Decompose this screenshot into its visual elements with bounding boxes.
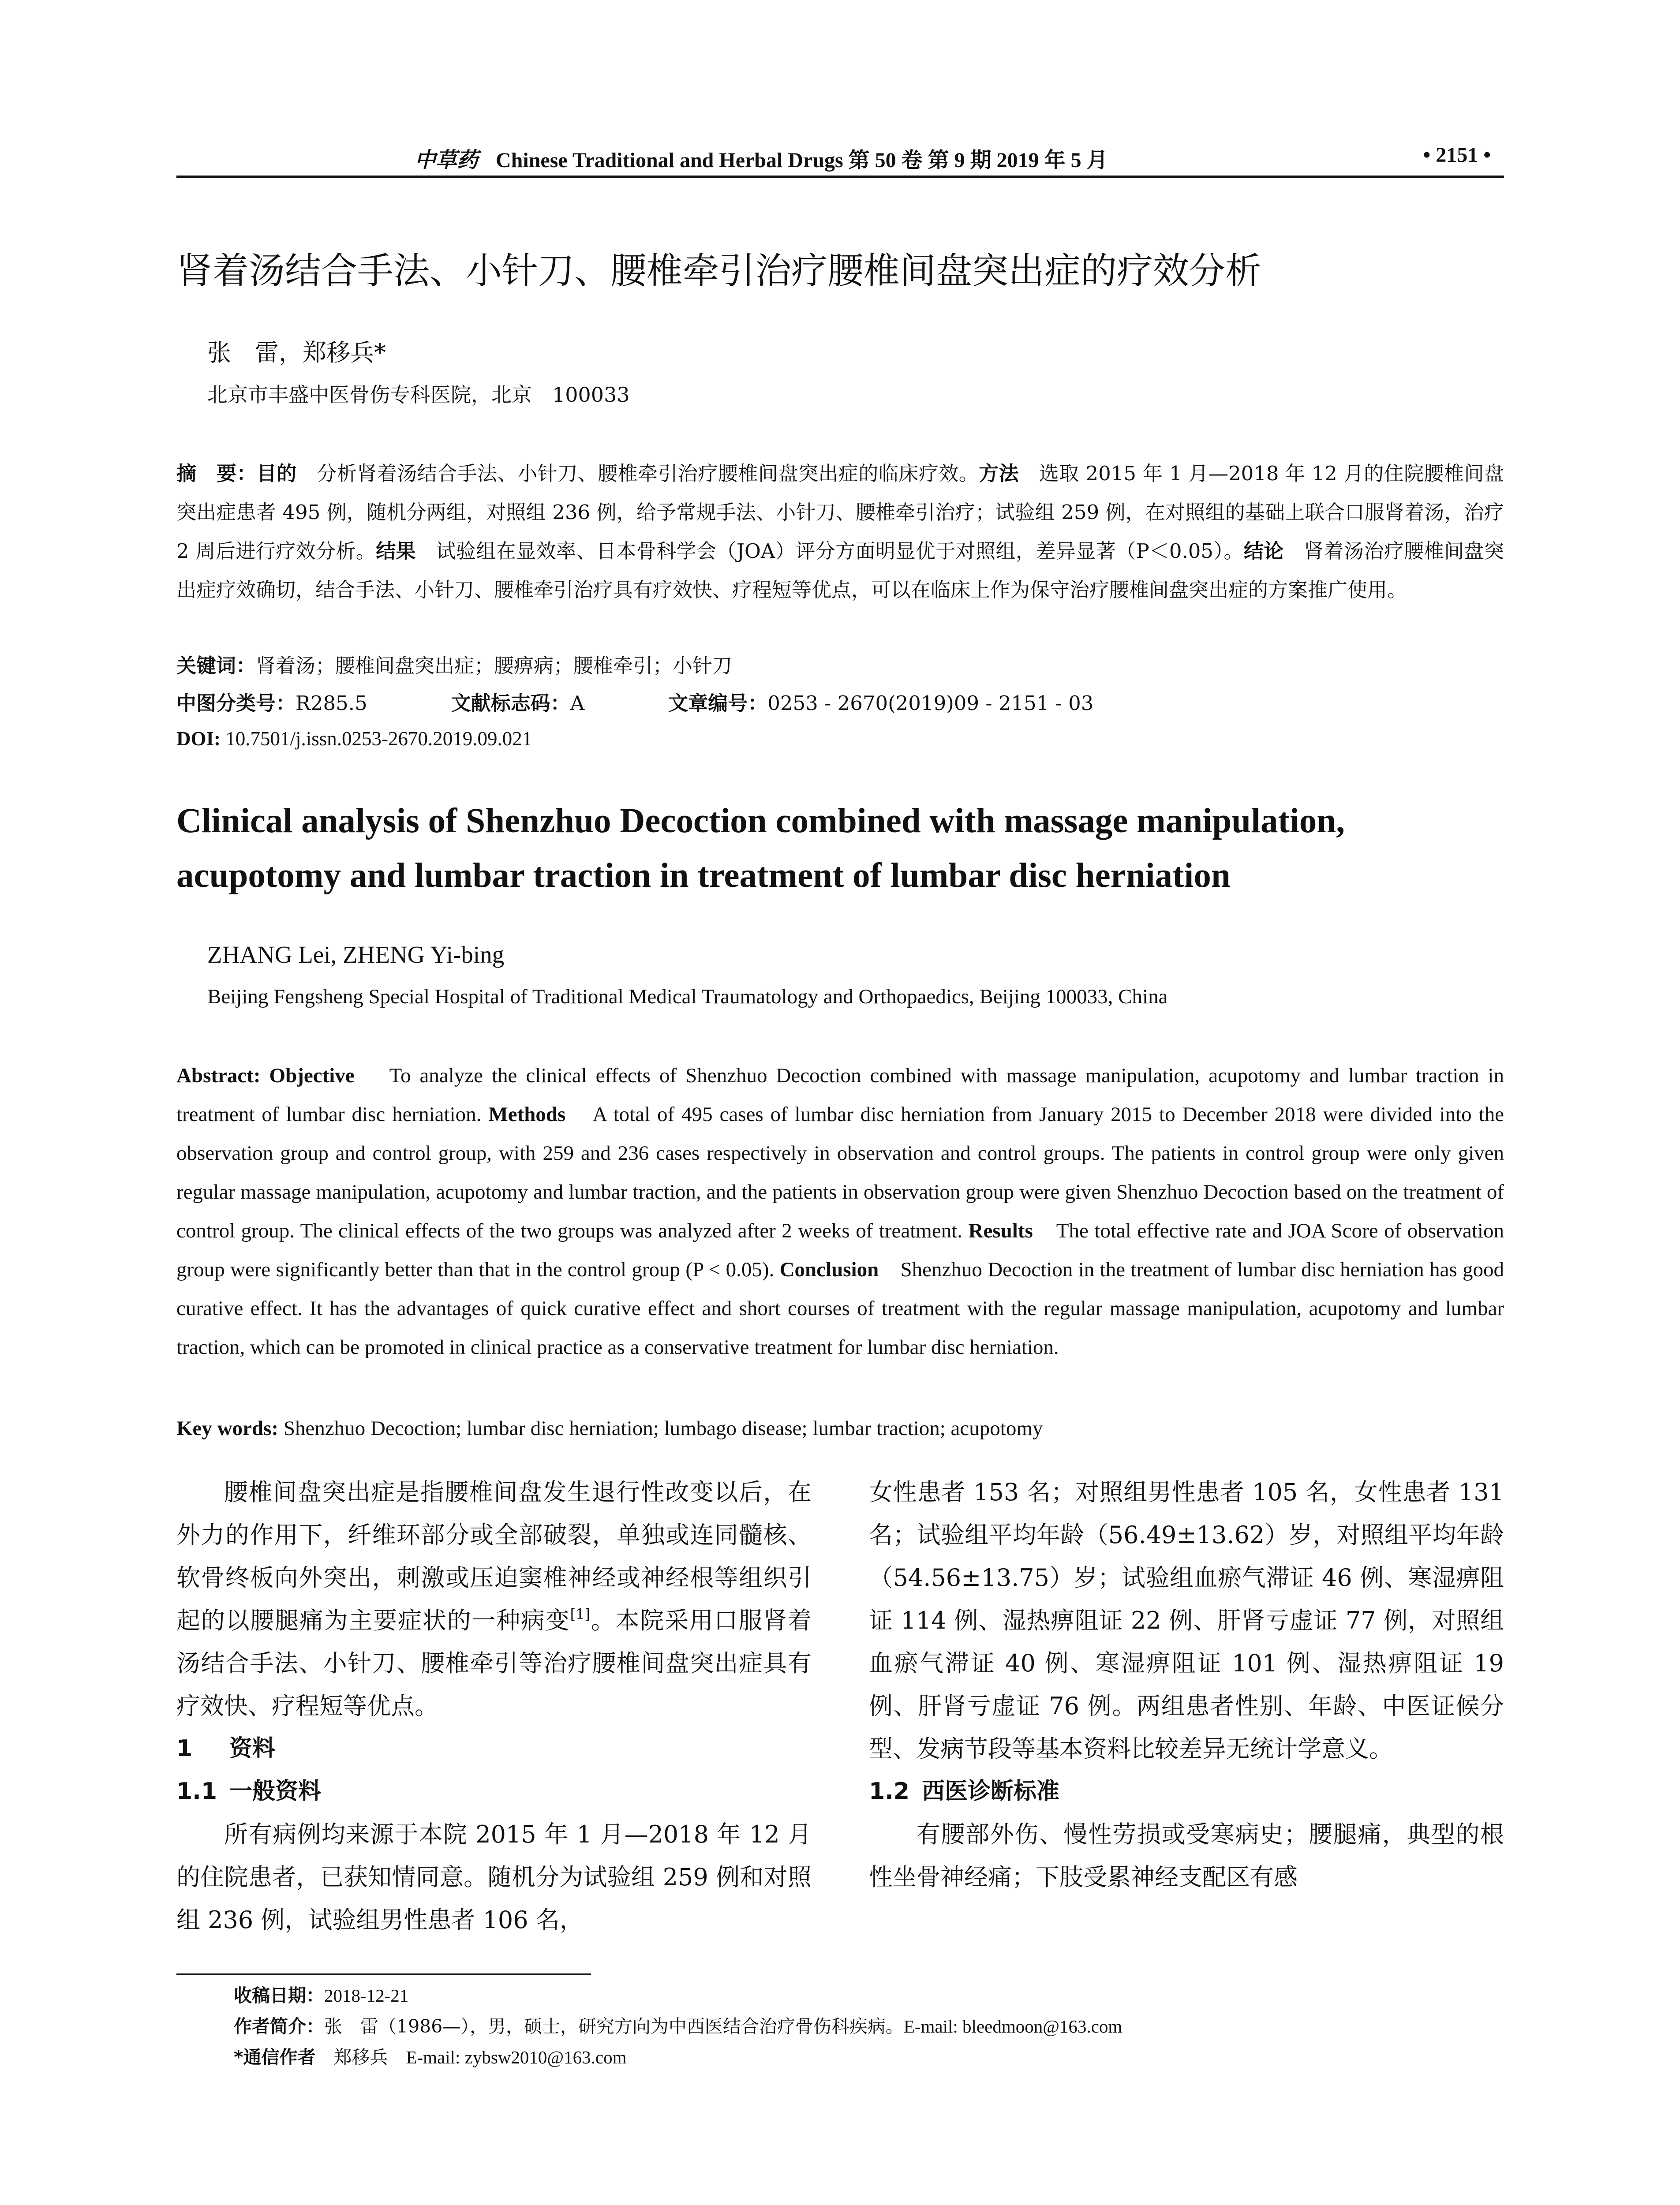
intro-paragraph: [176, 1471, 812, 1727]
doi-value[interactable]: 10.7501/j.issn.0253-2670.2019.09.021: [221, 728, 532, 750]
journal-info: [415, 143, 1108, 173]
running-header: [176, 140, 1504, 178]
en-abstract-label: Abstract:: [176, 1064, 269, 1087]
general-data-paragraph-part1: 所有病例均来源于本院 2015 年 1 月—2018 年 12 月的住院患者，已获知情同意。随机分为试验组 259 例和对照组 236 例，试验组男性患者 106 名，: [176, 1820, 812, 1934]
en-results-text: The total effective rate and JOA Score of observation group were significantly better than that in the control group (P < 0.05).: [176, 1219, 1509, 1281]
classification-line: [176, 686, 1504, 721]
chinese-abstract: [176, 454, 1504, 609]
chinese-title: 肾着汤结合手法、小针刀、腰椎牵引治疗腰椎间盘突出症的疗效分析: [176, 250, 1262, 292]
section-heading-1: [176, 1727, 812, 1770]
received-label: 收稿日期：: [234, 1985, 324, 2006]
doc-code-label: 文献标志码：: [451, 691, 570, 715]
article-no-value: 0253 - 2670(2019)09 - 2151 - 03: [767, 691, 1094, 715]
bio-text: 张 雷（1986—），男，硕士，研究方向为中西医结合治疗骨伤科疾病。: [324, 2016, 904, 2037]
section-title: 一般资料: [229, 1778, 322, 1805]
doc-code-value: A: [570, 691, 585, 715]
general-data-paragraph-part2: 女性患者 153 名；对照组男性患者 105 名，女性患者 131 名；试验组平均年龄（56.49±13.62）岁，对照组平均年龄（54.56±13.75）岁；试验组血瘀气滞证 46 例、寒湿痹阻证 114 例、湿热痹阻证 22 例、肝肾亏虚证 77 例，对照组血瘀气滞证 40 例、寒湿痹阻证 101 例、湿热痹阻证 19 例、肝肾亏虚证 76 例。两组患者性别、年龄、中医证候分型、发病节段等基本资料比较差异无统计学意义。: [869, 1478, 1504, 1763]
keywords-label: 关键词：: [176, 654, 256, 677]
clc-label: 中图分类号：: [176, 691, 296, 715]
en-keywords-text: Shenzhuo Decoction; lumbar disc herniation; lumbago disease; lumbar traction; acupotomy: [278, 1417, 1043, 1440]
intro-text-b: 。本院采用口服肾着汤结合手法、小针刀、腰椎牵引等治疗腰椎间盘突出症具有疗效快、疗程短等优点。: [176, 1607, 812, 1720]
received-value: 2018-12-21: [324, 1985, 409, 2006]
english-title: Clinical analysis of Shenzhuo Decoction combined with massage manipulation, acupotomy and lumbar traction in treatment of lumbar disc herniation: [176, 802, 1345, 895]
body-column-left: [176, 1471, 812, 1941]
journal-issue: Chinese Traditional and Herbal Drugs 第 50 卷 第 9 期 2019 年 5 月: [496, 149, 1108, 172]
results-label: 结果: [376, 539, 416, 563]
chinese-authors: 张 雷，郑移兵*: [207, 339, 386, 366]
english-authors: ZHANG Lei, ZHENG Yi-bing: [207, 941, 505, 968]
en-methods-label: Methods: [488, 1103, 566, 1126]
keywords-text: 肾着汤；腰椎间盘突出症；腰痹病；腰椎牵引；小针刀: [256, 654, 733, 677]
objective-label: 目的: [256, 462, 297, 485]
page-number: • 2151 •: [1423, 143, 1491, 167]
intro-text-a: 腰椎间盘突出症是指腰椎间盘发生退行性改变以后，在外力的作用下，纤维环部分或全部破裂，单独或连同髓核、软骨终板向外突出，刺激或压迫窦椎神经或神经根等组织引起的以腰腿痛为主要症状的一种病变: [176, 1478, 812, 1634]
section-number: 1: [176, 1735, 193, 1762]
methods-text: 选取 2015 年 1 月—2018 年 12 月的住院腰椎间盘突出症患者 495 例，随机分两组，对照组 236 例，给予常规手法、小针刀、腰椎牵引治疗；试验组 259 例，在对照组的基础上联合口服肾着汤，治疗 2 周后进行疗效分析。: [176, 462, 1504, 563]
section-number: 1.1: [176, 1778, 217, 1805]
chinese-keywords: [176, 648, 1504, 684]
author-bio: [234, 2011, 1504, 2042]
clc-value: R285.5: [296, 691, 367, 715]
en-keywords-label: Key words:: [176, 1417, 279, 1440]
english-abstract: [176, 1056, 1509, 1367]
section-title: 西医诊断标准: [922, 1778, 1060, 1805]
bio-email[interactable]: E-mail: bleedmoon@163.com: [903, 2016, 1122, 2037]
section-number: 1.2: [869, 1778, 910, 1805]
journal-logo: 中草药: [415, 148, 479, 172]
section-title: 资料: [229, 1735, 276, 1762]
en-conclusion-label: Conclusion: [779, 1258, 879, 1281]
methods-label: 方法: [979, 462, 1019, 485]
en-objective-label: Objective: [269, 1064, 355, 1087]
en-conclusion-text: Shenzhuo Decoction in the treatment of lumbar disc herniation has good curative effect. It has the advantages of quick curative effect and short courses of treatment with the regular massage manipulation, acupotomy and lumbar traction, which can be promoted in clinical practice as a conservative treatment for lumbar disc herniation.: [176, 1258, 1509, 1359]
english-keywords: [176, 1409, 1504, 1448]
results-text: 试验组在显效率、日本骨科学会（JOA）评分方面明显优于对照组，差异显著（P＜0.05）。: [416, 539, 1244, 563]
corresponding-email[interactable]: E-mail: zybsw2010@163.com: [406, 2047, 627, 2067]
doi-line: [176, 721, 1504, 756]
diagnosis-paragraph: 有腰部外伤、慢性劳损或受寒病史；腰腿痛，典型的根性坐骨神经痛；下肢受累神经支配区有感: [869, 1820, 1504, 1891]
conclusion-label: 结论: [1243, 539, 1284, 563]
bio-label: 作者简介：: [234, 2016, 324, 2037]
footnote-divider: [176, 1973, 591, 1975]
body-column-right: [869, 1471, 1504, 1899]
en-methods-text: A total of 495 cases of lumbar disc herniation from January 2015 to December 2018 were divided into the observation group and control group, with 259 and 236 cases respectively in observation and control groups. The patients in control group were only given regular massage manipulation, acupotomy and lumbar traction, and the patients in observation group were given Shenzhuo Decoction based on the treatment of control group. The clinical effects of the two groups was analyzed after 2 weeks of treatment.: [176, 1103, 1509, 1242]
received-date: [234, 1980, 1504, 2011]
corresponding-label: *通信作者: [234, 2047, 316, 2068]
reference-citation[interactable]: [1]: [570, 1606, 590, 1622]
footnotes: [234, 1980, 1504, 2073]
article-no-label: 文章编号：: [668, 691, 768, 715]
section-heading-1-1: [176, 1770, 812, 1813]
conclusion-text: 肾着汤治疗腰椎间盘突出症疗效确切，结合手法、小针刀、腰椎牵引治疗具有疗效快、疗程短等优点，可以在临床上作为保守治疗腰椎间盘突出症的方案推广使用。: [176, 539, 1504, 602]
chinese-affiliation: 北京市丰盛中医骨伤专科医院，北京 100033: [207, 383, 630, 407]
doi-label: DOI:: [176, 728, 221, 750]
corresponding-name: 郑移兵: [315, 2047, 406, 2068]
en-objective-text: To analyze the clinical effects of Shenzhuo Decoction combined with massage manipulation, acupotomy and lumbar traction in treatment of lumbar disc herniation.: [176, 1064, 1509, 1126]
corresponding-author: [234, 2042, 1504, 2073]
section-heading-1-2: [869, 1770, 1504, 1813]
en-results-label: Results: [968, 1219, 1033, 1242]
abstract-label: 摘 要：: [176, 462, 257, 485]
english-affiliation: Beijing Fengsheng Special Hospital of Traditional Medical Traumatology and Orthopaedics, Beijing 100033, China: [207, 985, 1168, 1008]
objective-text: 分析肾着汤结合手法、小针刀、腰椎牵引治疗腰椎间盘突出症的临床疗效。: [296, 462, 979, 485]
